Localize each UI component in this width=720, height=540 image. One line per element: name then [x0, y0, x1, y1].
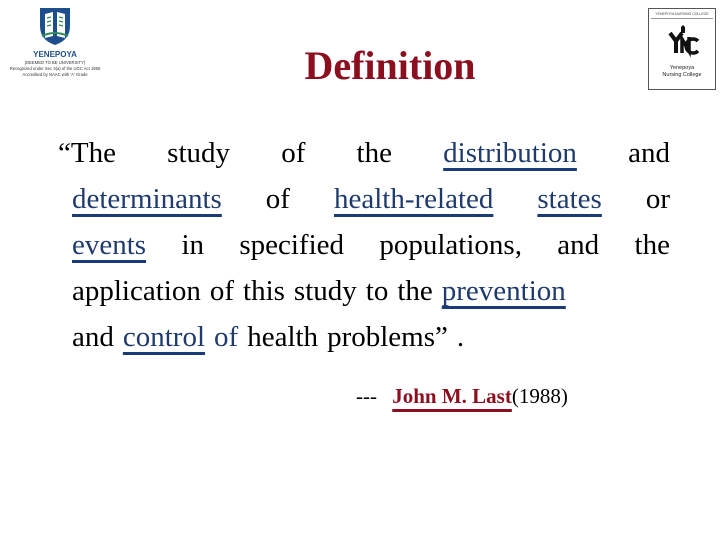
quote-word: to [365, 275, 389, 307]
quote-word: the [397, 275, 433, 307]
quote-word: specified [239, 229, 345, 261]
logo-top-text: YENEPOYA NURSING COLLEGE [651, 12, 713, 19]
quote-word: of [209, 275, 235, 307]
logo-name: YENEPOYA [33, 50, 77, 59]
attribution-author: John M. Last [392, 384, 512, 408]
attribution-year: (1988) [511, 384, 568, 408]
slide-title: Definition [304, 43, 476, 88]
keyword-control: control [122, 321, 206, 353]
quote-word [58, 130, 116, 176]
quote-word: of [281, 137, 306, 169]
keyword-health-related: health-related [333, 183, 494, 215]
quote-word: study [293, 275, 357, 307]
quote-word: and [72, 321, 114, 353]
quote-line [72, 176, 670, 222]
quote-word: the [356, 137, 392, 169]
quote-line [58, 130, 670, 176]
quote-word: or [645, 183, 670, 215]
quote-word: and [557, 229, 600, 261]
quote-word: this [243, 275, 285, 307]
keyword-determinants: determinants [72, 183, 222, 215]
attribution-dashes: --- [356, 384, 377, 408]
keyword-events: events [72, 229, 147, 261]
logo-name-line-1: Yenepoya [669, 65, 695, 71]
open-quote-mark: “ [58, 137, 71, 169]
quote-word-text: The [70, 137, 116, 169]
quote-word: and [628, 137, 670, 169]
quote-word: . [456, 321, 465, 353]
quote-line [72, 314, 670, 360]
quote-line [72, 268, 670, 314]
logo-line-1: (DEEMED TO BE UNIVERSITY) [24, 60, 86, 65]
logo-line-3: Accredited by NAAC with 'A' Grade [22, 72, 88, 77]
keyword-prevention: prevention [441, 275, 566, 307]
quote-word: of [214, 321, 239, 353]
quote-word: populations, [379, 229, 522, 261]
quote-word: of [265, 183, 290, 215]
keyword-states: states [537, 183, 602, 215]
logo-line-2: Recognized under Sec 3(a) of the UGC Act 1956 [9, 66, 101, 71]
quote-word: in [181, 229, 204, 261]
quote-word: health [247, 321, 319, 353]
yenepoya-shield-icon [38, 6, 72, 46]
quote-line [72, 222, 670, 268]
quote-word: application [72, 275, 201, 307]
logo-name-line-2: Nursing College [662, 72, 702, 78]
keyword-distribution: distribution [443, 137, 577, 169]
quote-word: study [167, 137, 230, 169]
definition-quote [58, 130, 670, 360]
quote-attribution [356, 384, 568, 409]
quote-word: problems” [327, 321, 448, 353]
quote-word: the [634, 229, 670, 261]
